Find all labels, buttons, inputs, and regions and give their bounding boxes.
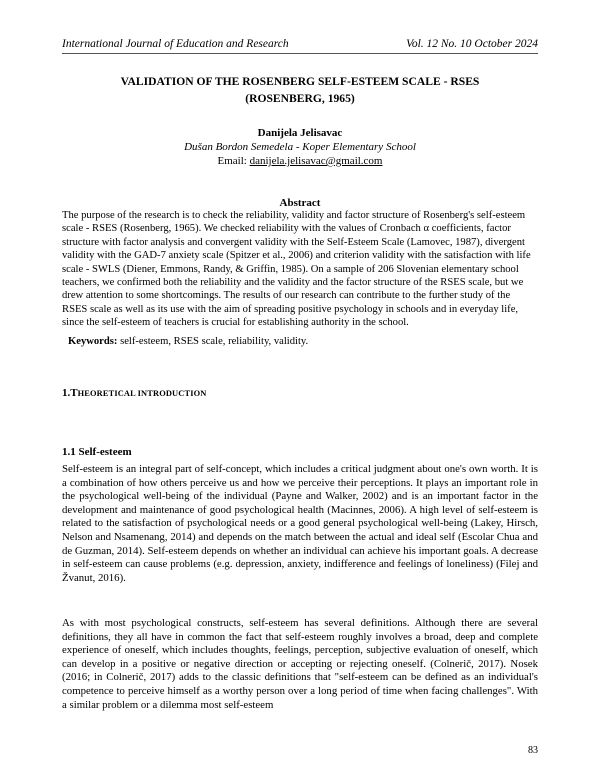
section-rest: HEORETICAL INTRODUCTION xyxy=(77,389,207,398)
author-email-line xyxy=(62,154,538,168)
author-name: Danijela Jelisavac xyxy=(257,127,343,139)
keywords-label: Keywords: xyxy=(68,336,118,347)
email-label: Email: xyxy=(217,155,247,167)
author-email-link[interactable]: danijela.jelisavac@gmail.com xyxy=(249,155,383,167)
section-number: 1. xyxy=(62,387,71,399)
section-first-letter: T xyxy=(70,387,78,399)
body-paragraph-1: Self-esteem is an integral part of self-concept, which includes a critical judgment about one's own worth. It is a combination of how others perceive us and how we perceive their perceptions. It plays an important role in the psychological well-being of the individual (Payne and Walker, 2002) and is an important factor in the development and maintenance of good psychological health (Macinnes, 2006). A high level of self-esteem is related to the satisfaction of psychological needs or a good general psychological well-being (Lakey, Hirsch, Nelson and Nsamenang, 2014) and depends on the match between the actual and ideal self (Escolar Chua and de Guzman, 2014). Self-esteem depends on whether an individual can achieve his important goals. A decrease in self-esteem can cause problems (e.g. depression, anxiety, indifference and feelings of loneliness) (Filej and Žvanut, 2016). xyxy=(62,463,538,584)
paper-title xyxy=(62,73,538,107)
section-heading xyxy=(62,386,206,401)
author-block xyxy=(62,126,538,168)
page-number: 83 xyxy=(528,745,538,756)
author-affiliation: Dušan Bordon Semedela - Koper Elementary School xyxy=(184,141,416,153)
title-line-1: VALIDATION OF THE ROSENBERG SELF-ESTEEM SCALE - RSES xyxy=(120,75,480,88)
abstract-text: The purpose of the research is to check the reliability, validity and factor structure of Rosenberg's self-esteem scale - RSES (Rosenberg, 1965). We checked reliability with the values of Cronbach α coefficients, factor structure with factor analysis and convergent validity with the Self-Esteem Scale (Lamovec, 1987), divergent validity with the GAD-7 anxiety scale (Spitzer et al., 2006) and criterion validity with the satisfaction with life scale - SWLS (Diener, Emmons, Randy, & Griffin, 1985). On a sample of 206 Slovenian elementary school teachers, we confirmed both the reliability and the validity and the factor structure of the RSES scale, but we drew attention to some shortcomings. The results of our research can contribute to the further study of the RSES scale as well as its use with the aim of spreading positive psychology in schools and in everyday life, since the self-esteem of teachers is crucial for establishing authority in the school. xyxy=(62,210,531,329)
title-line-2: (ROSENBERG, 1965) xyxy=(245,92,355,105)
body-paragraph-2: As with most psychological constructs, self-esteem has several definitions. Although there are several definitions, they all have in common the fact that self-esteem roughly involves a broad, deep and complete experience of oneself, which includes thoughts, feelings, perception, subjective evaluation of oneself, which can develop in a positive or negative direction or accepting or rejecting oneself. (Colnerič, 2017). Nosek (2016; in Colnerič, 2017) adds to the classic definitions that "self-esteem can be defined as an individual's competence to perceive himself as a worthy person over a long period of time when facing challenges". With a similar problem or a dilemma most self-esteem xyxy=(62,617,538,711)
running-header xyxy=(62,38,538,54)
volume-info: Vol. 12 No. 10 October 2024 xyxy=(406,38,538,50)
subsection-heading: 1.1 Self-esteem xyxy=(62,446,132,458)
keywords-text: self-esteem, RSES scale, reliability, validity. xyxy=(120,336,309,347)
abstract-heading: Abstract xyxy=(279,197,321,209)
journal-name: International Journal of Education and Research xyxy=(62,38,289,50)
keywords-line xyxy=(68,335,538,349)
